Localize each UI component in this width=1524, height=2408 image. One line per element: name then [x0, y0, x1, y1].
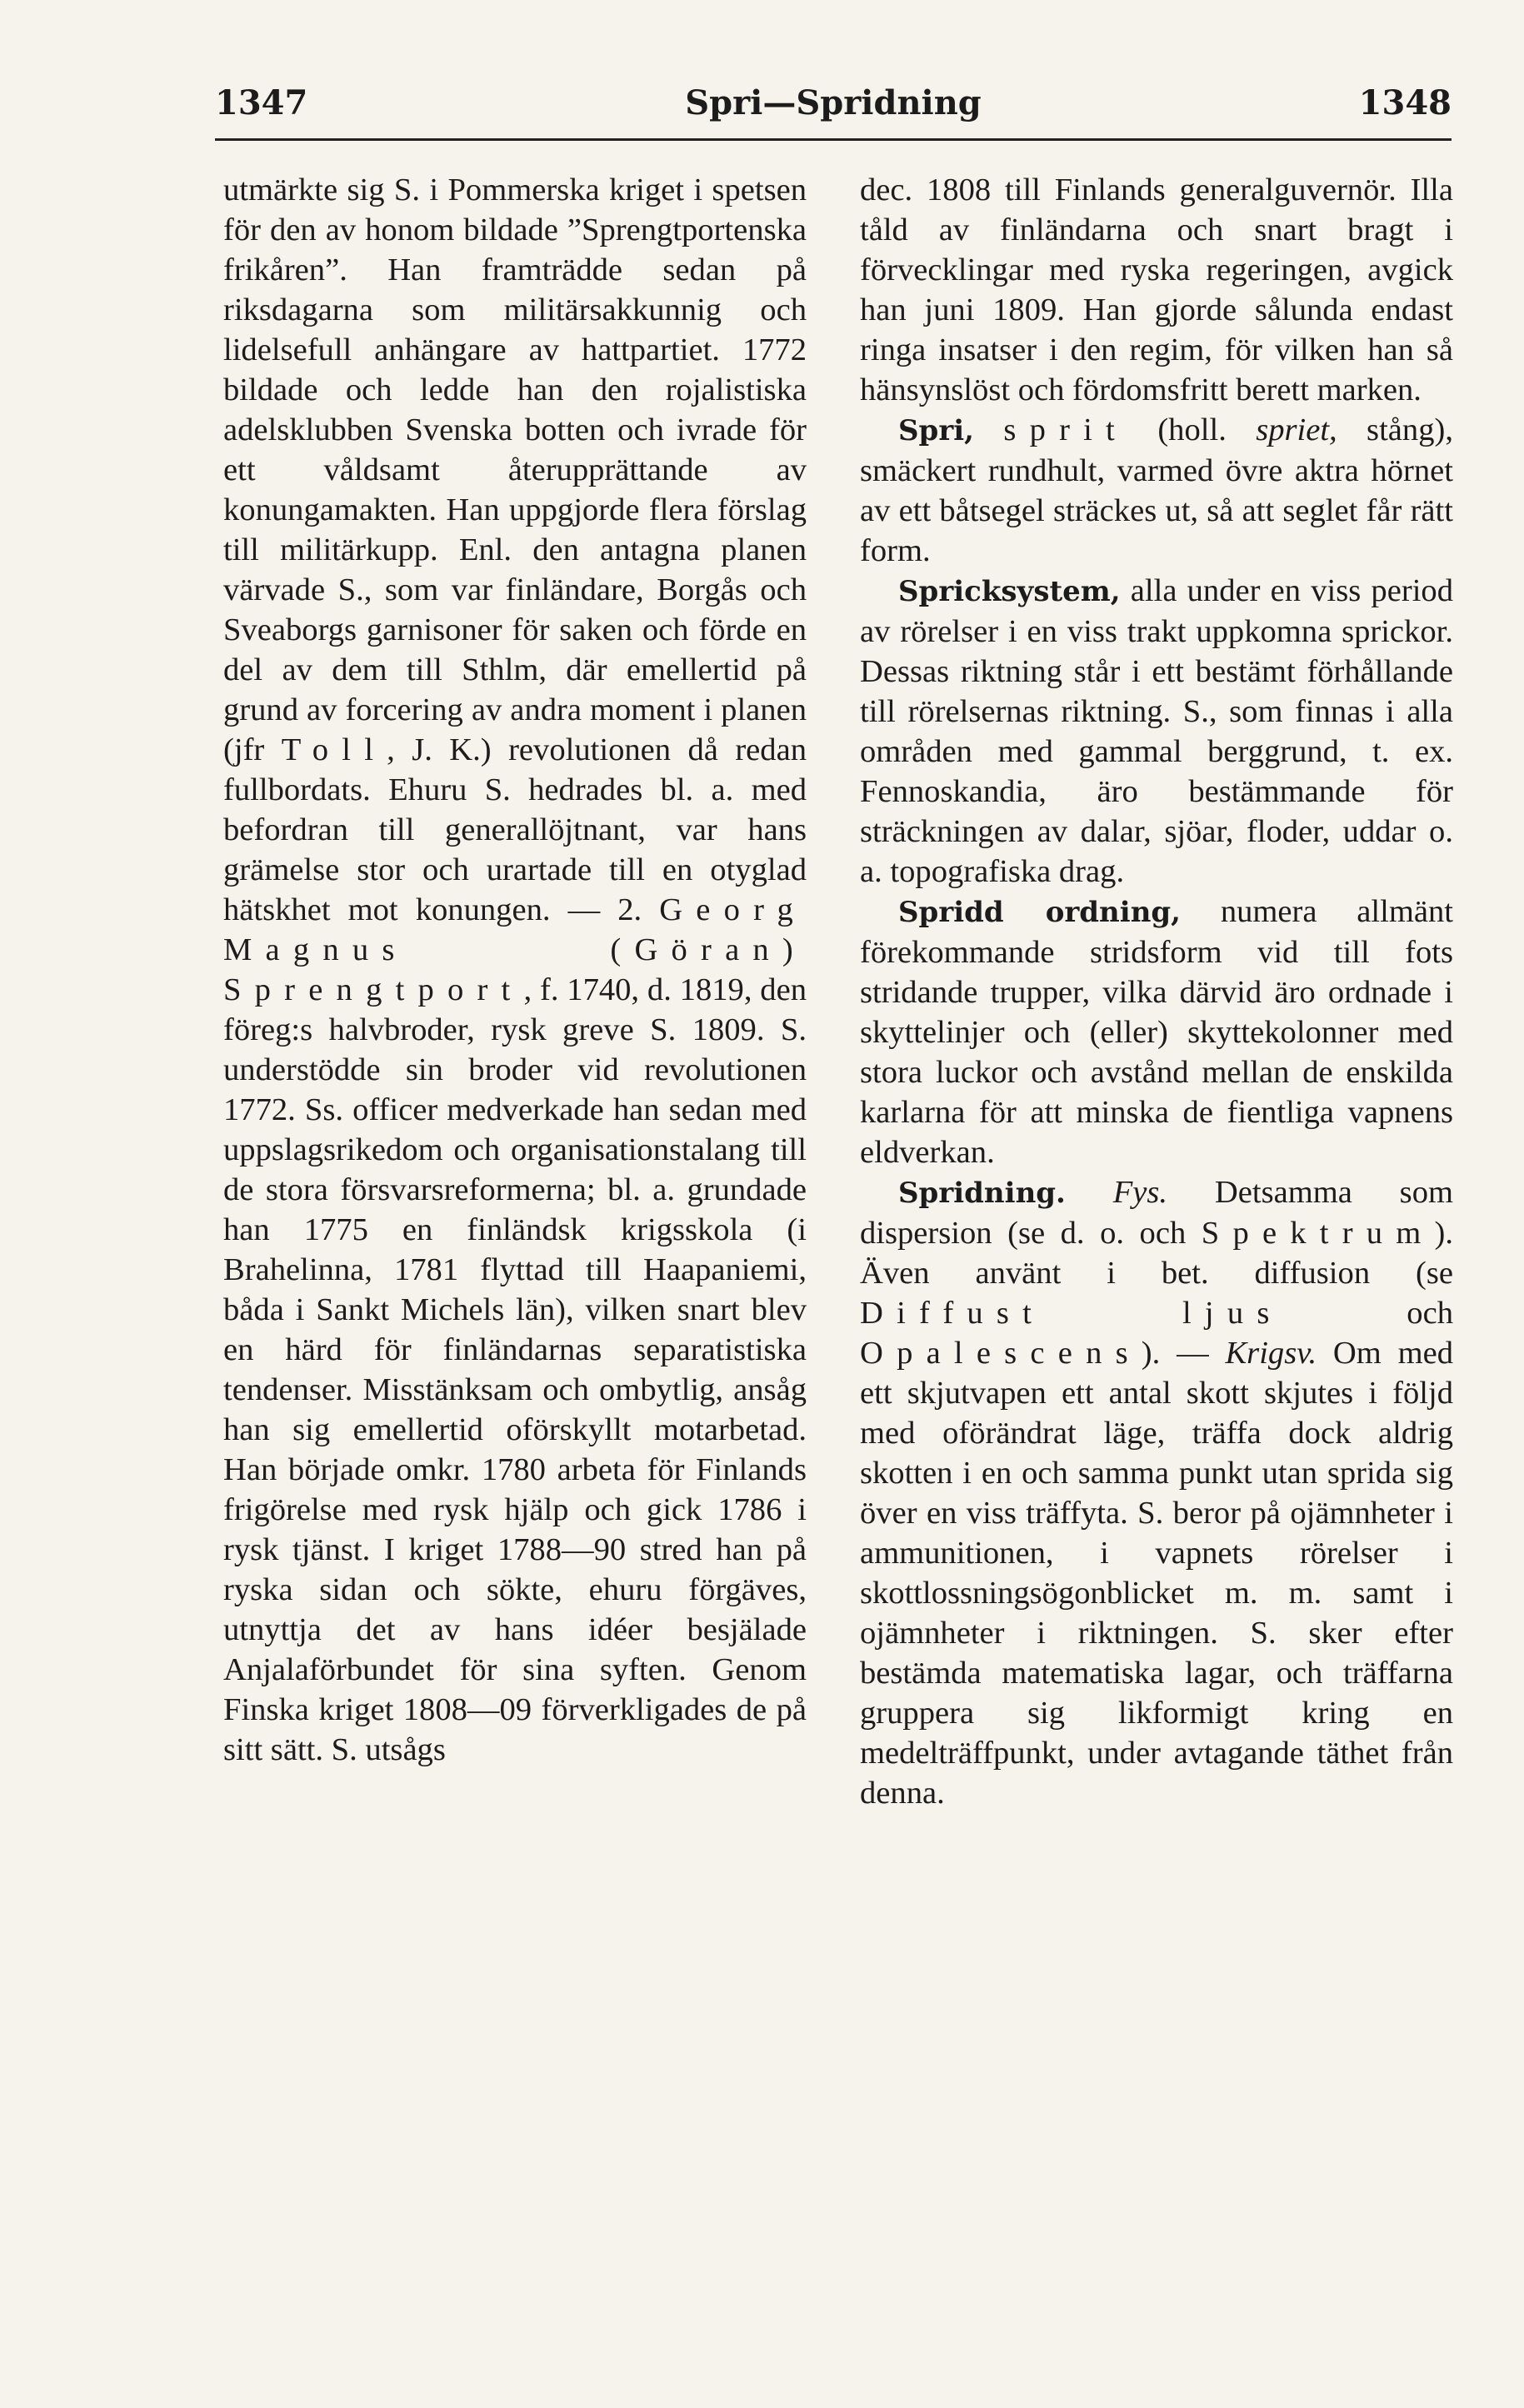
text-run: numera allmänt förekommande stridsform vid till fots stridande trupper, vilka därvid äro ordnade i skyttelinjer och (eller) skyttekolonner med stora luckor och avstånd mellan de enskilda karlarna för att minska de fientliga vapnens eldverkan.: [860, 894, 1453, 1170]
italic-term: Fys.: [1112, 1175, 1168, 1210]
page-number-right: 1348: [1358, 83, 1452, 122]
text-run: Detsamma som dispersion (se d. o. och: [860, 1175, 1453, 1251]
headword: Spri,: [898, 414, 974, 447]
headword: Spridning.: [898, 1177, 1066, 1210]
text-run: [1066, 1175, 1113, 1210]
running-head: Spri—Spridning: [685, 83, 982, 122]
cross-reference: Diffust ljus: [860, 1296, 1283, 1331]
sprengtporten-end: dec. 1808 till Finlands generalguvernör. Illa tåld av finländarna och snart bragt i förvecklingar med ryska regeringen, avgick han juni 1809. Han gjorde sålunda endast ringa insatser i den regim, för vilken han så hänsynslöst och fördomsfritt berett marken.: [860, 172, 1453, 407]
page-number-left: 1347: [215, 83, 308, 122]
text-run: alla under en viss period av rörelser i en viss trakt uppkomna sprickor. Dessas riktning står i ett bestämt förhållande till rörelsernas riktning. S., som finnas i alla områden med gammal berggrund, t. ex. Fennoskandia, äro bestämmande för sträckningen av dalar, sjöar, floder, uddar o. a. topografiska drag.: [860, 573, 1453, 889]
text-run: (holl.: [1128, 412, 1257, 447]
italic-term: spriet,: [1256, 412, 1337, 447]
text-run: ). —: [1141, 1336, 1226, 1371]
italic-term: Krigsv.: [1225, 1336, 1317, 1371]
page-header: [215, 83, 1452, 133]
text-run: , J. K.) revolutionen då redan fullbordats. Ehuru S. hedrades bl. a. med befordran till generallöjtnant, var hans grämelse stor och urartade till en otyglad hätskhet mot konungen. — 2.: [223, 732, 807, 927]
cross-reference: Toll: [281, 732, 387, 767]
entry-spricksystem: [860, 571, 1453, 892]
entry-spridning: [860, 1172, 1453, 1813]
cross-reference: Spektrum: [1201, 1216, 1435, 1251]
entry-spri: [860, 410, 1453, 571]
text-run: Om med ett skjutvapen ett antal skott skjutes i följd med oförändrat läge, träffa dock aldrig skotten i en och samma punkt utan sprida sig över en viss träffyta. S. beror på ojämnheter i ammunitionen, i vapnets rörelser i skottlossningsögonblicket m. m. samt i ojämnheter i riktningen. S. sker efter bestämda matematiska lagar, och träffarna gruppera sig likformigt kring en medelträffpunkt, under avtagande täthet från denna.: [860, 1336, 1453, 1811]
right-column: [860, 170, 1453, 1813]
text-run: stång), smäckert rundhult, varmed övre aktra hörnet av ett båtsegel sträckes ut, så att seglet får rätt form.: [860, 412, 1453, 568]
text-run: utmärkte sig S. i Pommerska kriget i spetsen för den av honom bildade ”Sprengtportenska frikåren”. Han framträdde sedan på riksdagarna som militärsakkunnig och lidelsefull anhängare av hattpartiet. 1772 bildade och ledde han den rojalistiska adelsklubben Svenska botten och ivrade för ett våldsamt återupprättande av konungamakten. Han uppgjorde flera förslag till militärkupp. Enl. den antagna planen värvade S., som var finländare, Borgås och Sveaborgs garnisoner för saken och förde en del av dem till Sthlm, där emellertid på grund av forcering av andra moment i planen (jfr: [223, 172, 807, 767]
text-run: [974, 412, 1003, 447]
header-rule: [215, 138, 1452, 141]
text-run: och: [1282, 1296, 1453, 1331]
sprengtporten-continuation: [223, 170, 807, 1770]
left-column: [223, 170, 807, 1770]
entry-spridd-ordning: [860, 892, 1453, 1172]
text-run: , f. 1740, d. 1819, den föreg:s halvbroder, rysk greve S. 1809. S. understödde sin broder vid revolutionen 1772. Ss. officer medverkade han sedan med uppslagsrikedom och organisationstalang till de stora försvarsreformerna; bl. a. grundade han 1775 en finländsk krigsskola (i Brahelinna, 1781 flyttad till Haapaniemi, båda i Sankt Michels län), vilken snart blev en härd för finländarnas separatistiska tendenser. Misstänksam och ombytlig, ansåg han sig emellertid oförskyllt motarbetad. Han började omkr. 1780 arbeta för Finlands frigörelse med rysk hjälp och gick 1786 i rysk tjänst. I kriget 1788—90 stred han på ryska sidan och sökte, ehuru förgäves, utnyttja det av hans idéer besjälade Anjalaförbundet för sina syften. Genom Finska kriget 1808—09 förverkligades de på sitt sätt. S. utsågs: [223, 972, 807, 1767]
headword: Spricksystem,: [898, 575, 1121, 608]
cross-reference: Opalescens: [860, 1336, 1142, 1371]
headword: Spridd ordning,: [898, 896, 1182, 929]
person-name: Georg Magnus (Göran) Sprengtport: [223, 892, 807, 1007]
spaced-term: sprit: [1003, 412, 1128, 447]
text-run: ). Även använt i bet. diffusion (se: [860, 1216, 1453, 1291]
